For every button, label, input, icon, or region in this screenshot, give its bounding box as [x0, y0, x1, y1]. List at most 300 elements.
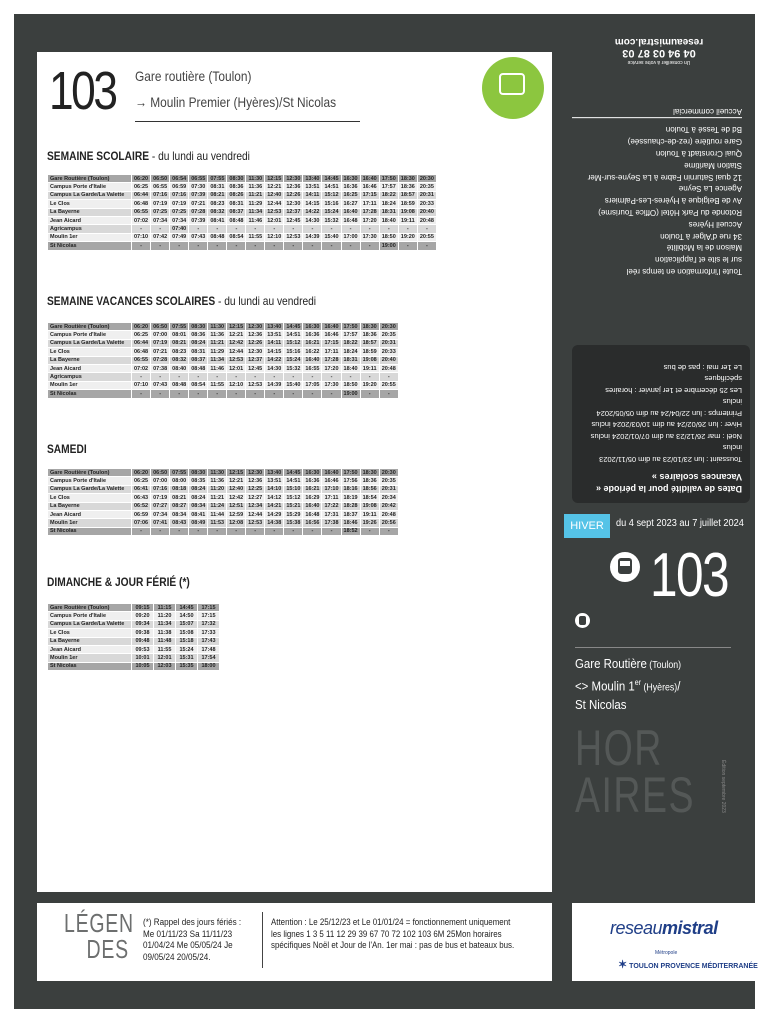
- departure-time: -: [303, 373, 322, 381]
- table-row: [48, 662, 220, 670]
- departure-time: 20:40: [379, 356, 398, 364]
- departure-time: 08:26: [227, 191, 246, 199]
- validity-period: du 4 sept 2023 au 7 juillet 2024: [616, 518, 744, 529]
- departure-time: 07:39: [189, 216, 208, 224]
- departure-time: -: [284, 527, 303, 535]
- departure-time: -: [151, 242, 170, 250]
- departure-time: -: [284, 373, 303, 381]
- table-row: [48, 620, 220, 628]
- departure-time: -: [189, 527, 208, 535]
- departure-time: 16:36: [341, 183, 360, 191]
- departure-time: 12:10: [227, 381, 246, 389]
- dest-end: St Nicolas: [575, 697, 627, 713]
- departure-time: 18:37: [341, 510, 360, 518]
- departure-time: 19:11: [360, 364, 379, 372]
- departure-time: 18:59: [360, 348, 379, 356]
- departure-time: 17:57: [379, 183, 398, 191]
- departure-time: 15:16: [284, 348, 303, 356]
- departure-time: 17:15: [360, 191, 379, 199]
- departure-time: 11:30: [246, 175, 265, 183]
- departure-time: 17:38: [322, 519, 341, 527]
- dest-origin-city: (Toulon): [646, 660, 682, 671]
- departure-time: 12:25: [246, 485, 265, 493]
- departure-time: 08:00: [170, 477, 189, 485]
- departure-time: 11:29: [246, 200, 265, 208]
- legend-heading: [64, 908, 134, 964]
- departure-time: 16:30: [303, 323, 322, 331]
- departure-time: -: [360, 390, 379, 398]
- departure-time: 16:40: [360, 175, 379, 183]
- section-title-holidays: [47, 294, 316, 308]
- stop-name: Agricampus: [48, 373, 132, 381]
- departure-time: 16:40: [303, 356, 322, 364]
- departure-time: -: [284, 242, 303, 250]
- departure-time: 20:33: [379, 348, 398, 356]
- section-title-school: [47, 149, 250, 163]
- departure-time: 20:30: [417, 175, 436, 183]
- departure-time: 11:34: [208, 356, 227, 364]
- departure-time: -: [208, 373, 227, 381]
- departure-time: 07:55: [170, 469, 189, 477]
- cover-divider: [575, 647, 731, 648]
- departure-time: 18:36: [360, 331, 379, 339]
- season-tag: HIVER: [564, 514, 610, 538]
- dest-mid-sup: er: [634, 678, 642, 687]
- info-line: Quai Cronstadt à Toulon: [655, 149, 742, 159]
- departure-time: 20:40: [417, 208, 436, 216]
- legend-heading-top: LÉGEN: [64, 908, 134, 938]
- departure-time: 15:40: [322, 233, 341, 241]
- departure-time: -: [189, 390, 208, 398]
- edition-note: Édition septembre 2023: [720, 760, 726, 813]
- departure-time: 07:34: [151, 510, 170, 518]
- departure-time: 15:24: [284, 356, 303, 364]
- departure-time: 18:30: [360, 469, 379, 477]
- departure-time: 07:27: [151, 502, 170, 510]
- departure-time: 15:21: [284, 502, 303, 510]
- departure-time: 18:24: [341, 348, 360, 356]
- departure-time: 12:15: [227, 469, 246, 477]
- departure-time: 12:44: [265, 200, 284, 208]
- departure-time: 16:21: [303, 339, 322, 347]
- departure-time: 14:39: [303, 233, 322, 241]
- timetable-saturday: [47, 468, 399, 536]
- stop-name: Jean Aicard: [48, 510, 132, 518]
- timetable-card: [37, 52, 552, 892]
- departure-time: 06:44: [132, 191, 151, 199]
- table-row: [48, 200, 437, 208]
- table-row: [48, 183, 437, 191]
- departure-time: 14:29: [265, 510, 284, 518]
- stop-name: Campus La Garde/La Valette: [48, 620, 132, 628]
- tpm-logo: [618, 958, 758, 971]
- departure-time: 12:36: [284, 183, 303, 191]
- departure-time: 15:32: [322, 216, 341, 224]
- info-line: Agence La Seyne: [678, 184, 742, 194]
- departure-time: 11:53: [208, 519, 227, 527]
- departure-time: 11:55: [208, 381, 227, 389]
- departure-time: 13:51: [265, 477, 284, 485]
- table-row: [48, 233, 437, 241]
- departure-time: 15:08: [176, 629, 198, 637]
- departure-time: 16:36: [303, 477, 322, 485]
- departure-time: 12:53: [246, 519, 265, 527]
- metropole-label: Métropole: [655, 950, 678, 956]
- departure-time: 11:21: [246, 191, 265, 199]
- departure-time: 14:51: [284, 331, 303, 339]
- legend-holidays: (*) Rappel des jours fériés : Me 01/11/23 Sa 11/11/23 01/04/24 Me 05/05/24 Je 09/05/24 20/05/24.: [143, 917, 242, 962]
- departure-time: 18:00: [198, 662, 220, 670]
- departure-time: 16:21: [303, 485, 322, 493]
- departure-time: 16:30: [341, 175, 360, 183]
- departure-time: 07:30: [189, 183, 208, 191]
- departure-time: 18:36: [398, 183, 417, 191]
- section-title-text: SEMAINE VACANCES SCOLAIRES: [47, 294, 216, 308]
- stop-name: Campus Porte d'Italie: [48, 477, 132, 485]
- departure-time: 07:34: [151, 216, 170, 224]
- table-row: [48, 604, 220, 612]
- departure-time: 17:10: [322, 485, 341, 493]
- departure-time: 18:57: [398, 191, 417, 199]
- departure-time: -: [417, 225, 436, 233]
- table-row: [48, 348, 399, 356]
- departure-time: 13:40: [265, 469, 284, 477]
- departure-time: 11:46: [208, 364, 227, 372]
- stop-name: Campus La Garde/La Valette: [48, 339, 132, 347]
- departure-time: 12:01: [154, 654, 176, 662]
- departure-time: 20:55: [417, 233, 436, 241]
- table-row: [48, 485, 399, 493]
- departure-time: -: [322, 527, 341, 535]
- departure-time: 20:48: [379, 364, 398, 372]
- departure-time: 12:15: [227, 323, 246, 331]
- table-row: [48, 527, 399, 535]
- departure-time: 17:48: [198, 645, 220, 653]
- stop-name: St Nicolas: [48, 662, 132, 670]
- departure-time: 16:40: [303, 502, 322, 510]
- departure-time: 11:55: [246, 233, 265, 241]
- header-divider: [135, 121, 360, 122]
- departure-time: -: [322, 225, 341, 233]
- departure-time: 12:51: [227, 502, 246, 510]
- departure-time: 19:26: [360, 519, 379, 527]
- departure-time: 20:42: [379, 502, 398, 510]
- validate-badge: [482, 57, 544, 119]
- date-line: Toussaint : lun 23/10/23 au dim 05/11/2023 inclus: [599, 443, 742, 464]
- departure-time: 06:50: [151, 323, 170, 331]
- departure-time: 14:22: [265, 356, 284, 364]
- departure-time: 16:56: [303, 519, 322, 527]
- departure-time: 14:21: [265, 502, 284, 510]
- departure-time: 07:43: [151, 381, 170, 389]
- departure-time: 09:15: [132, 604, 154, 612]
- departure-time: 08:36: [189, 331, 208, 339]
- departure-time: 14:45: [284, 323, 303, 331]
- contact-block: [574, 36, 744, 65]
- departure-time: 10:01: [132, 654, 154, 662]
- departure-time: -: [303, 527, 322, 535]
- line-number: 103: [49, 61, 116, 121]
- contact-site: reseaumistral.com: [614, 36, 704, 47]
- departure-time: 11:44: [208, 510, 227, 518]
- departure-time: 19:00: [341, 390, 360, 398]
- departure-time: 07:19: [170, 200, 189, 208]
- date-line: Noël : mar 26/12/23 au dim 07/01/2024 inclus: [590, 432, 742, 441]
- departure-time: -: [246, 390, 265, 398]
- departure-time: 17:33: [198, 629, 220, 637]
- departure-time: 14:51: [322, 183, 341, 191]
- departure-time: -: [132, 242, 151, 250]
- departure-time: -: [379, 390, 398, 398]
- departure-time: -: [132, 373, 151, 381]
- stop-name: Agricampus: [48, 225, 132, 233]
- departure-time: 16:27: [341, 200, 360, 208]
- departure-time: 19:08: [398, 208, 417, 216]
- departure-time: 14:39: [265, 381, 284, 389]
- departure-time: 18:52: [341, 527, 360, 535]
- departure-time: 16:46: [322, 331, 341, 339]
- departure-time: 06:54: [170, 175, 189, 183]
- table-row: [48, 502, 399, 510]
- departure-time: -: [322, 242, 341, 250]
- departure-time: -: [284, 225, 303, 233]
- legend-heading-bottom: DES: [86, 934, 129, 964]
- departure-time: 19:08: [360, 502, 379, 510]
- departure-time: -: [227, 225, 246, 233]
- cover-line-number: 103: [650, 541, 728, 610]
- departure-time: 07:02: [132, 364, 151, 372]
- destination-label: → Moulin Premier (Hyères)/St Nicolas: [135, 94, 337, 110]
- departure-time: 06:59: [170, 183, 189, 191]
- departure-time: 08:32: [170, 356, 189, 364]
- departure-time: -: [265, 225, 284, 233]
- departure-time: 08:30: [189, 469, 208, 477]
- table-row: [48, 356, 399, 364]
- departure-time: -: [132, 225, 151, 233]
- departure-time: 17:54: [198, 654, 220, 662]
- departure-time: 08:54: [189, 381, 208, 389]
- departure-time: 12:30: [284, 175, 303, 183]
- departure-time: 16:55: [303, 364, 322, 372]
- table-row: [48, 612, 220, 620]
- departure-time: 11:15: [154, 604, 176, 612]
- departure-time: 17:56: [341, 477, 360, 485]
- departure-time: -: [379, 373, 398, 381]
- departure-time: 14:45: [176, 604, 198, 612]
- reseau-mistral-logo: [610, 918, 718, 939]
- departure-time: 15:12: [322, 191, 341, 199]
- departure-time: 16:22: [303, 348, 322, 356]
- departure-time: 12:30: [246, 323, 265, 331]
- departure-time: 17:28: [322, 356, 341, 364]
- date-line: Les 25 décembre et 1er janvier : horaires spécifiques: [605, 374, 742, 395]
- departure-time: 08:48: [189, 364, 208, 372]
- departure-time: 17:20: [360, 216, 379, 224]
- departure-time: 07:40: [170, 225, 189, 233]
- departure-time: 07:42: [151, 233, 170, 241]
- departure-time: 12:21: [227, 331, 246, 339]
- departure-time: 18:30: [360, 323, 379, 331]
- tpm-label: TOULON PROVENCE MÉDITERRANÉE: [629, 963, 758, 970]
- dates-title: Dates de validité pour la période « Vacances scolaires »: [595, 472, 742, 494]
- departure-time: 06:50: [151, 469, 170, 477]
- stop-name: St Nicolas: [48, 390, 132, 398]
- departure-time: 13:51: [303, 183, 322, 191]
- stop-name: Jean Aicard: [48, 364, 132, 372]
- departure-time: 18:19: [341, 494, 360, 502]
- departure-time: 17:57: [341, 331, 360, 339]
- departure-time: 17:15: [322, 339, 341, 347]
- departure-time: 15:16: [322, 200, 341, 208]
- departure-time: 12:03: [154, 662, 176, 670]
- departure-time: -: [151, 373, 170, 381]
- departure-time: 12:30: [284, 200, 303, 208]
- table-row: [48, 510, 399, 518]
- departure-time: -: [208, 242, 227, 250]
- departure-time: 07:16: [151, 191, 170, 199]
- departure-time: -: [322, 390, 341, 398]
- departure-time: -: [246, 225, 265, 233]
- info-line: Gare routière (rez-de-chaussée): [627, 137, 742, 147]
- departure-time: 08:27: [170, 502, 189, 510]
- departure-time: 11:21: [208, 494, 227, 502]
- departure-time: 07:02: [132, 216, 151, 224]
- departure-time: 07:39: [189, 191, 208, 199]
- departure-time: 14:30: [303, 216, 322, 224]
- departure-time: 06:25: [132, 331, 151, 339]
- departure-time: 06:44: [132, 339, 151, 347]
- table-row: [48, 629, 220, 637]
- departure-time: 17:50: [341, 323, 360, 331]
- stop-name: Gare Routière (Toulon): [48, 604, 132, 612]
- departure-time: 06:20: [132, 323, 151, 331]
- info-line: Toute l'information en temps réel: [626, 267, 742, 277]
- departure-time: 20:34: [379, 494, 398, 502]
- departure-time: 12:40: [227, 485, 246, 493]
- dest-mid-suffix: /: [677, 678, 681, 694]
- departure-time: 13:40: [303, 175, 322, 183]
- table-row: [48, 469, 399, 477]
- departure-time: 08:40: [170, 364, 189, 372]
- departure-time: 07:25: [170, 208, 189, 216]
- departure-time: 07:28: [189, 208, 208, 216]
- departure-time: -: [227, 527, 246, 535]
- departure-time: 07:49: [170, 233, 189, 241]
- stop-name: Moulin 1er: [48, 519, 132, 527]
- departure-time: 11:30: [208, 323, 227, 331]
- departure-time: 18:28: [341, 502, 360, 510]
- departure-time: -: [265, 527, 284, 535]
- stop-name: Le Clos: [48, 348, 132, 356]
- departure-time: 15:31: [176, 654, 198, 662]
- departure-time: 07:21: [189, 200, 208, 208]
- table-row: [48, 225, 437, 233]
- departure-time: -: [265, 242, 284, 250]
- departure-time: 06:25: [132, 183, 151, 191]
- departure-time: 08:24: [189, 494, 208, 502]
- stop-name: Gare Routière (Toulon): [48, 469, 132, 477]
- departure-time: 12:08: [227, 519, 246, 527]
- departure-time: 06:20: [132, 469, 151, 477]
- departure-time: 14:22: [303, 208, 322, 216]
- stop-name: Le Clos: [48, 200, 132, 208]
- departure-time: -: [379, 225, 398, 233]
- section-subtitle: - du lundi au vendredi: [149, 149, 250, 163]
- departure-time: 12:53: [284, 233, 303, 241]
- departure-time: -: [227, 373, 246, 381]
- departure-time: 17:43: [198, 637, 220, 645]
- departure-time: 19:20: [360, 381, 379, 389]
- departure-time: 18:59: [398, 200, 417, 208]
- departure-time: 20:35: [379, 477, 398, 485]
- departure-time: -: [170, 373, 189, 381]
- table-row: [48, 519, 399, 527]
- departure-time: 14:11: [303, 191, 322, 199]
- departure-time: 12:01: [227, 364, 246, 372]
- departure-time: 08:48: [208, 233, 227, 241]
- section-title-text: SEMAINE SCOLAIRE: [47, 149, 150, 163]
- departure-time: 07:19: [151, 339, 170, 347]
- horaires-watermark: [575, 720, 696, 823]
- departure-time: -: [341, 373, 360, 381]
- departure-time: 18:56: [360, 485, 379, 493]
- contact-phone: 04 94 03 87 03: [622, 47, 696, 59]
- departure-time: 07:10: [132, 233, 151, 241]
- departure-time: 18:40: [379, 216, 398, 224]
- departure-time: 17:15: [198, 612, 220, 620]
- departure-time: 06:50: [151, 175, 170, 183]
- departure-time: 15:24: [322, 208, 341, 216]
- departure-time: 12:53: [246, 381, 265, 389]
- departure-time: -: [360, 242, 379, 250]
- legend-divider: [262, 912, 263, 968]
- departure-time: 14:15: [265, 348, 284, 356]
- departure-time: 14:30: [265, 364, 284, 372]
- date-line: Printemps : lun 22/04/24 au dim 05/05/2024 inclus: [596, 397, 742, 418]
- departure-time: 20:48: [379, 510, 398, 518]
- departure-time: 12:42: [227, 494, 246, 502]
- departure-time: 11:34: [154, 620, 176, 628]
- departure-time: 20:35: [417, 183, 436, 191]
- departure-time: 09:53: [132, 645, 154, 653]
- departure-time: 17:30: [360, 233, 379, 241]
- departure-time: -: [189, 242, 208, 250]
- departure-time: 11:20: [154, 612, 176, 620]
- departure-time: 06:25: [132, 477, 151, 485]
- table-row: [48, 191, 437, 199]
- departure-time: 20:56: [379, 519, 398, 527]
- departure-time: 08:41: [208, 216, 227, 224]
- departure-time: 16:46: [360, 183, 379, 191]
- departure-time: 15:12: [284, 494, 303, 502]
- departure-time: 06:48: [132, 200, 151, 208]
- departure-time: -: [170, 242, 189, 250]
- departure-time: 14:51: [284, 477, 303, 485]
- departure-time: 18:22: [341, 339, 360, 347]
- info-line: Station Maritime: [684, 160, 742, 170]
- departure-time: 09:34: [132, 620, 154, 628]
- departure-time: 08:18: [170, 485, 189, 493]
- table-row: [48, 242, 437, 250]
- info-line: 34 rue d'Alger à Toulon: [660, 231, 742, 241]
- departure-time: 08:34: [189, 502, 208, 510]
- info-line: sur le site et l'application: [655, 255, 742, 265]
- departure-time: -: [398, 242, 417, 250]
- stop-name: St Nicolas: [48, 242, 132, 250]
- departure-time: 19:11: [398, 216, 417, 224]
- departure-time: 18:57: [360, 339, 379, 347]
- departure-time: 12:36: [246, 331, 265, 339]
